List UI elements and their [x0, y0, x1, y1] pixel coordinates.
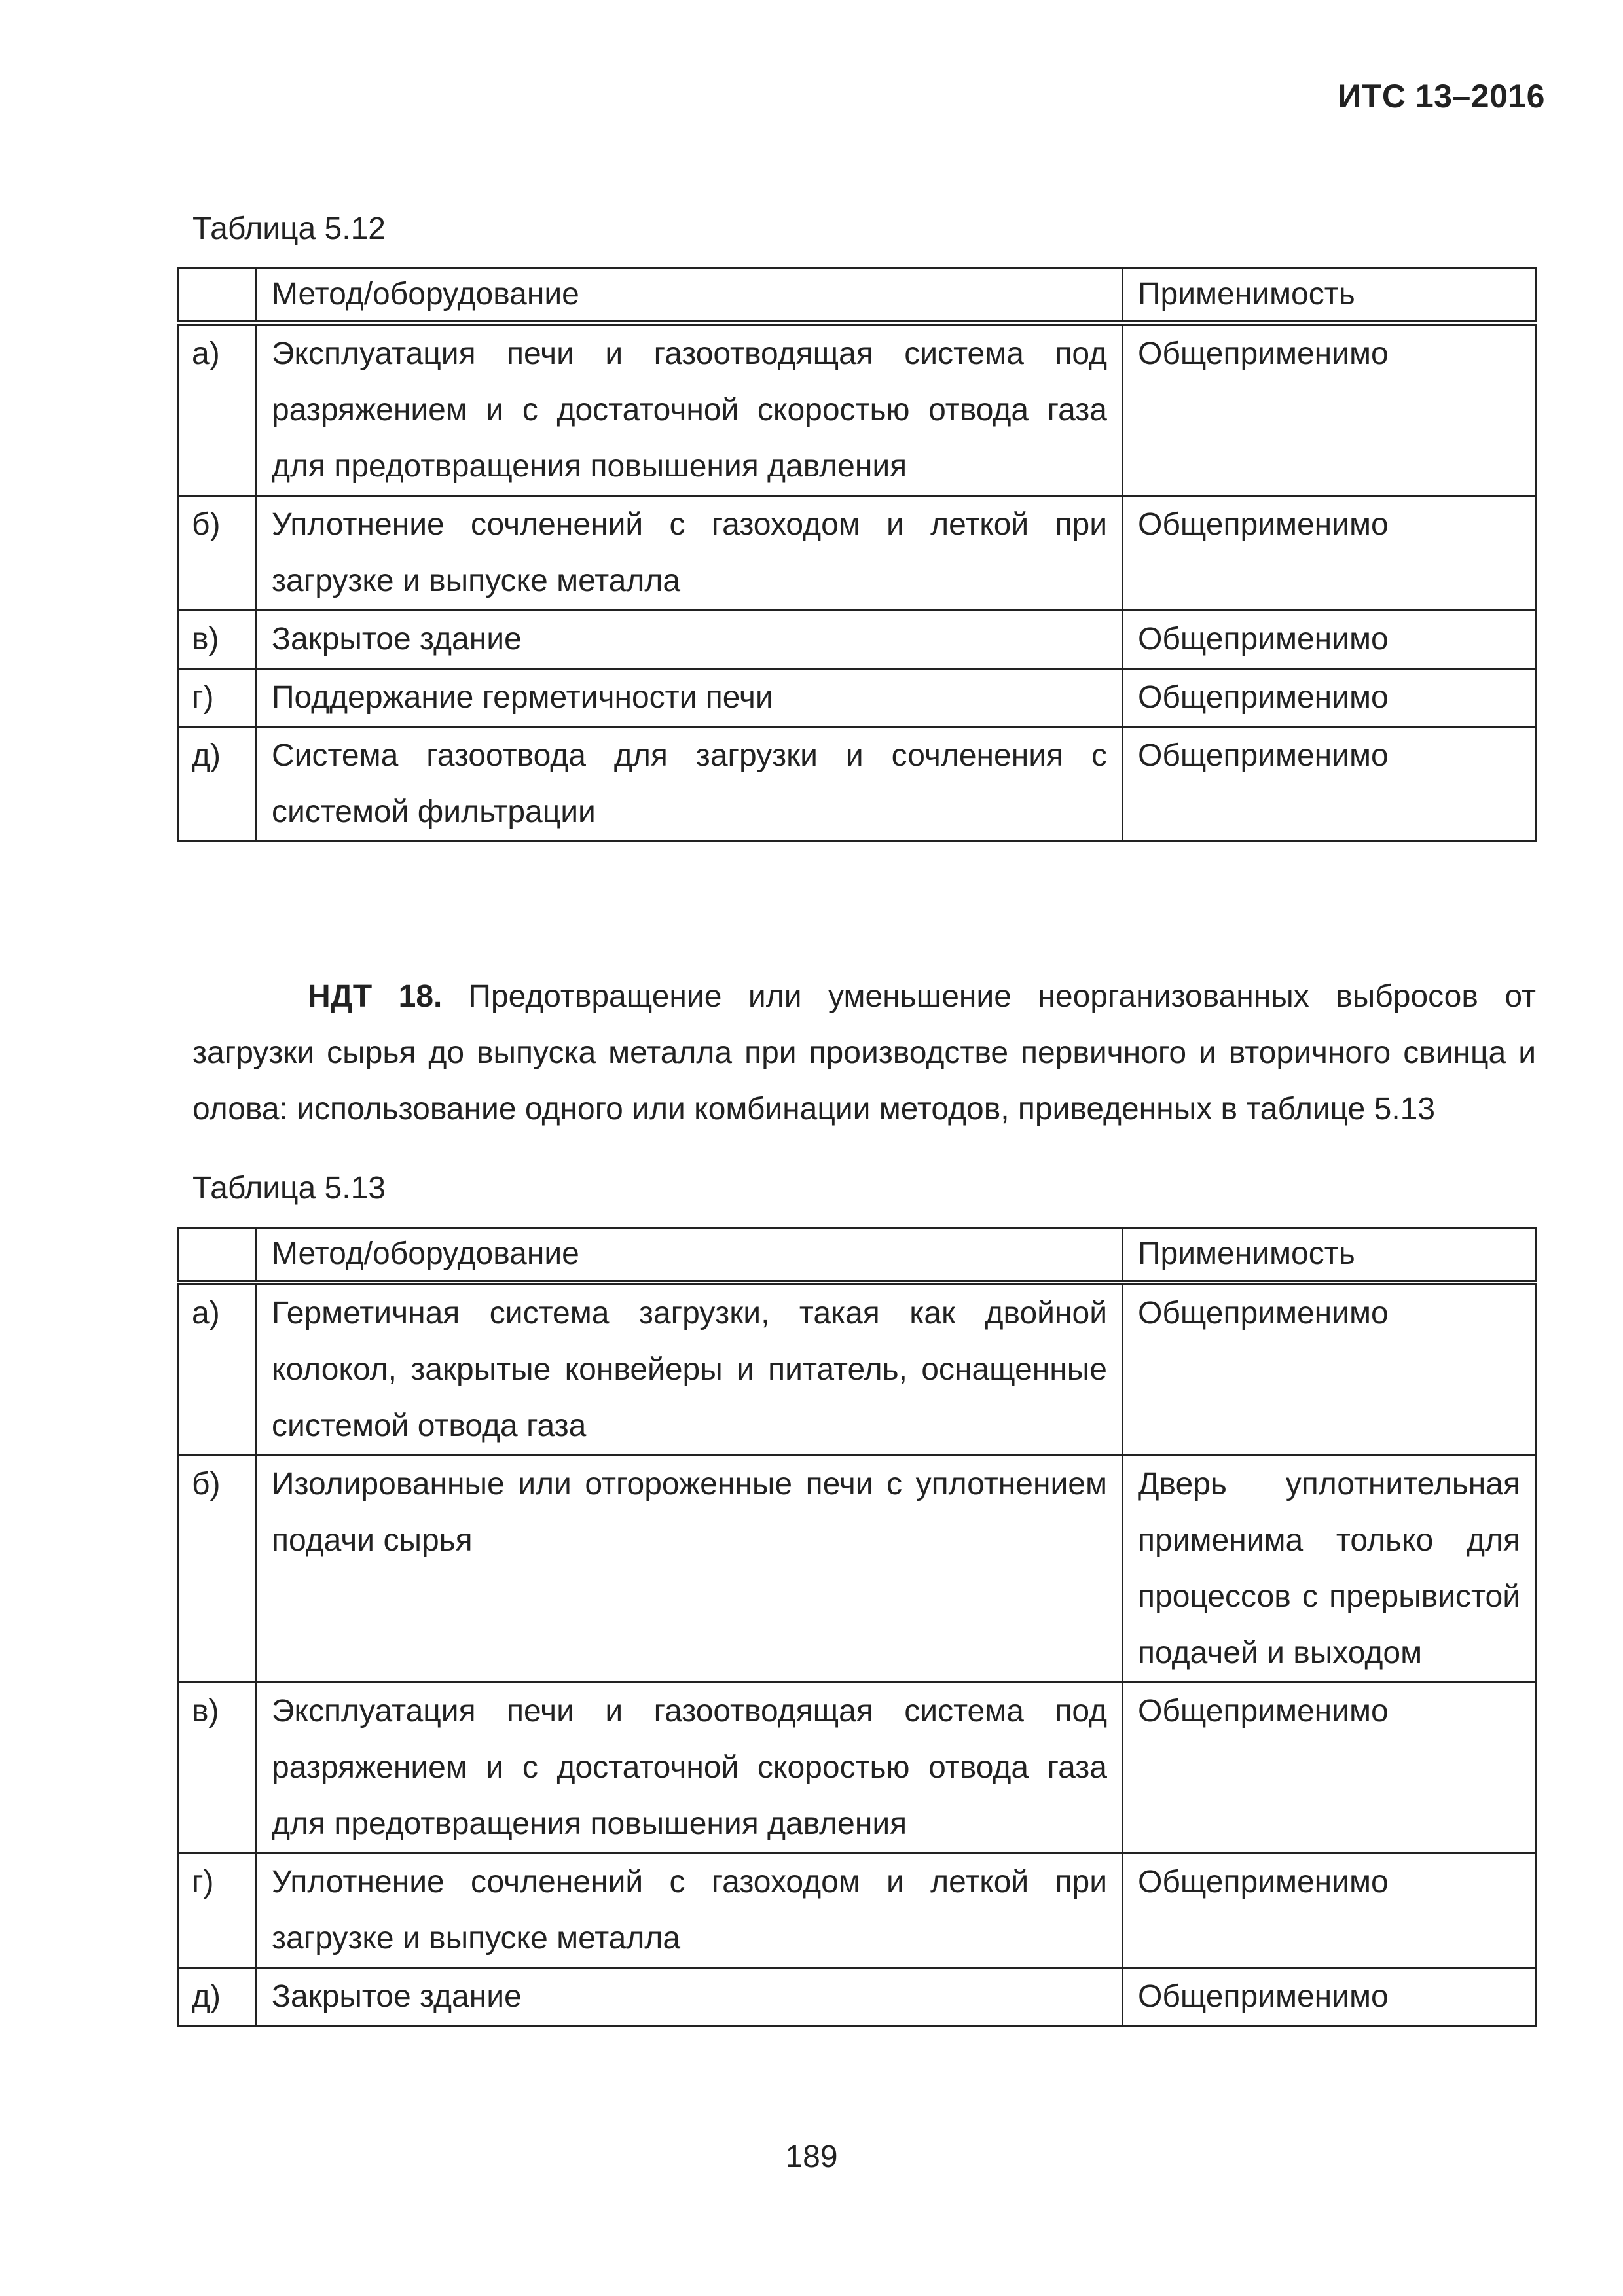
- row-method: Система газоотвода для загрузки и сочленения с системой фильтрации: [257, 727, 1123, 842]
- ndt-18-paragraph: [192, 969, 1536, 1138]
- row-method: Изолированные или отгороженные печи с уплотнением подачи сырья: [257, 1456, 1123, 1683]
- row-applicability: Общеприменимо: [1123, 669, 1536, 727]
- row-method: Закрытое здание: [257, 1968, 1123, 2026]
- table-513-caption: Таблица 5.13: [192, 1171, 386, 1206]
- ndt-18-text: Предотвращение или уменьшение неорганизованных выбросов от загрузки сырья до выпуска металла при производстве первичного и вторичного свинца и олова: использование одного или комбинации методов, приведенных в таблице 5.13: [192, 979, 1536, 1126]
- ndt-18-label: НДТ 18.: [308, 979, 443, 1014]
- row-method: Уплотнение сочленений с газоходом и леткой при загрузке и выпуске металла: [257, 1854, 1123, 1968]
- table-header-row: [178, 1228, 1536, 1283]
- table-row: [178, 496, 1536, 611]
- table-row: [178, 1854, 1536, 1968]
- table-512: [177, 267, 1537, 842]
- row-applicability: Общеприменимо: [1123, 1283, 1536, 1456]
- page-number: 189: [785, 2140, 838, 2174]
- row-applicability: Общеприменимо: [1123, 1968, 1536, 2026]
- table-row: [178, 1456, 1536, 1683]
- header-method: Метод/оборудование: [257, 1228, 1123, 1283]
- table-513: [177, 1227, 1537, 2027]
- row-method: Поддержание герметичности печи: [257, 669, 1123, 727]
- row-applicability: Общеприменимо: [1123, 323, 1536, 496]
- row-applicability: Общеприменимо: [1123, 1854, 1536, 1968]
- table-row: [178, 611, 1536, 669]
- header-method: Метод/оборудование: [257, 268, 1123, 323]
- row-method: Закрытое здание: [257, 611, 1123, 669]
- row-mark: д): [178, 1968, 257, 2026]
- table-row: [178, 727, 1536, 842]
- header-mark-cell: [178, 1228, 257, 1283]
- table-row: [178, 1283, 1536, 1456]
- row-mark: а): [178, 323, 257, 496]
- table-row: [178, 1968, 1536, 2026]
- table-512-caption: Таблица 5.12: [192, 211, 386, 246]
- row-mark: г): [178, 669, 257, 727]
- row-applicability: Дверь уплотнительная применима только для процессов с прерывистой подачей и выходом: [1123, 1456, 1536, 1683]
- row-method: Герметичная система загрузки, такая как двойной колокол, закрытые конвейеры и питатель, оснащенные системой отвода газа: [257, 1283, 1123, 1456]
- row-applicability: Общеприменимо: [1123, 1683, 1536, 1854]
- row-method: Уплотнение сочленений с газоходом и леткой при загрузке и выпуске металла: [257, 496, 1123, 611]
- table-row: [178, 1683, 1536, 1854]
- table-row: [178, 669, 1536, 727]
- row-method: Эксплуатация печи и газоотводящая система под разряжением и с достаточной скоростью отвода газа для предотвращения повышения давления: [257, 323, 1123, 496]
- document-code: ИТС 13–2016: [1338, 78, 1545, 115]
- row-applicability: Общеприменимо: [1123, 611, 1536, 669]
- table-header-row: [178, 268, 1536, 323]
- row-applicability: Общеприменимо: [1123, 727, 1536, 842]
- row-mark: в): [178, 611, 257, 669]
- row-mark: в): [178, 1683, 257, 1854]
- row-mark: б): [178, 1456, 257, 1683]
- row-mark: г): [178, 1854, 257, 1968]
- row-method: Эксплуатация печи и газоотводящая система под разряжением и с достаточной скоростью отвода газа для предотвращения повышения давления: [257, 1683, 1123, 1854]
- row-mark: б): [178, 496, 257, 611]
- row-applicability: Общеприменимо: [1123, 496, 1536, 611]
- header-mark-cell: [178, 268, 257, 323]
- header-applicability: Применимость: [1123, 268, 1536, 323]
- row-mark: д): [178, 727, 257, 842]
- table-row: [178, 323, 1536, 496]
- row-mark: а): [178, 1283, 257, 1456]
- header-applicability: Применимость: [1123, 1228, 1536, 1283]
